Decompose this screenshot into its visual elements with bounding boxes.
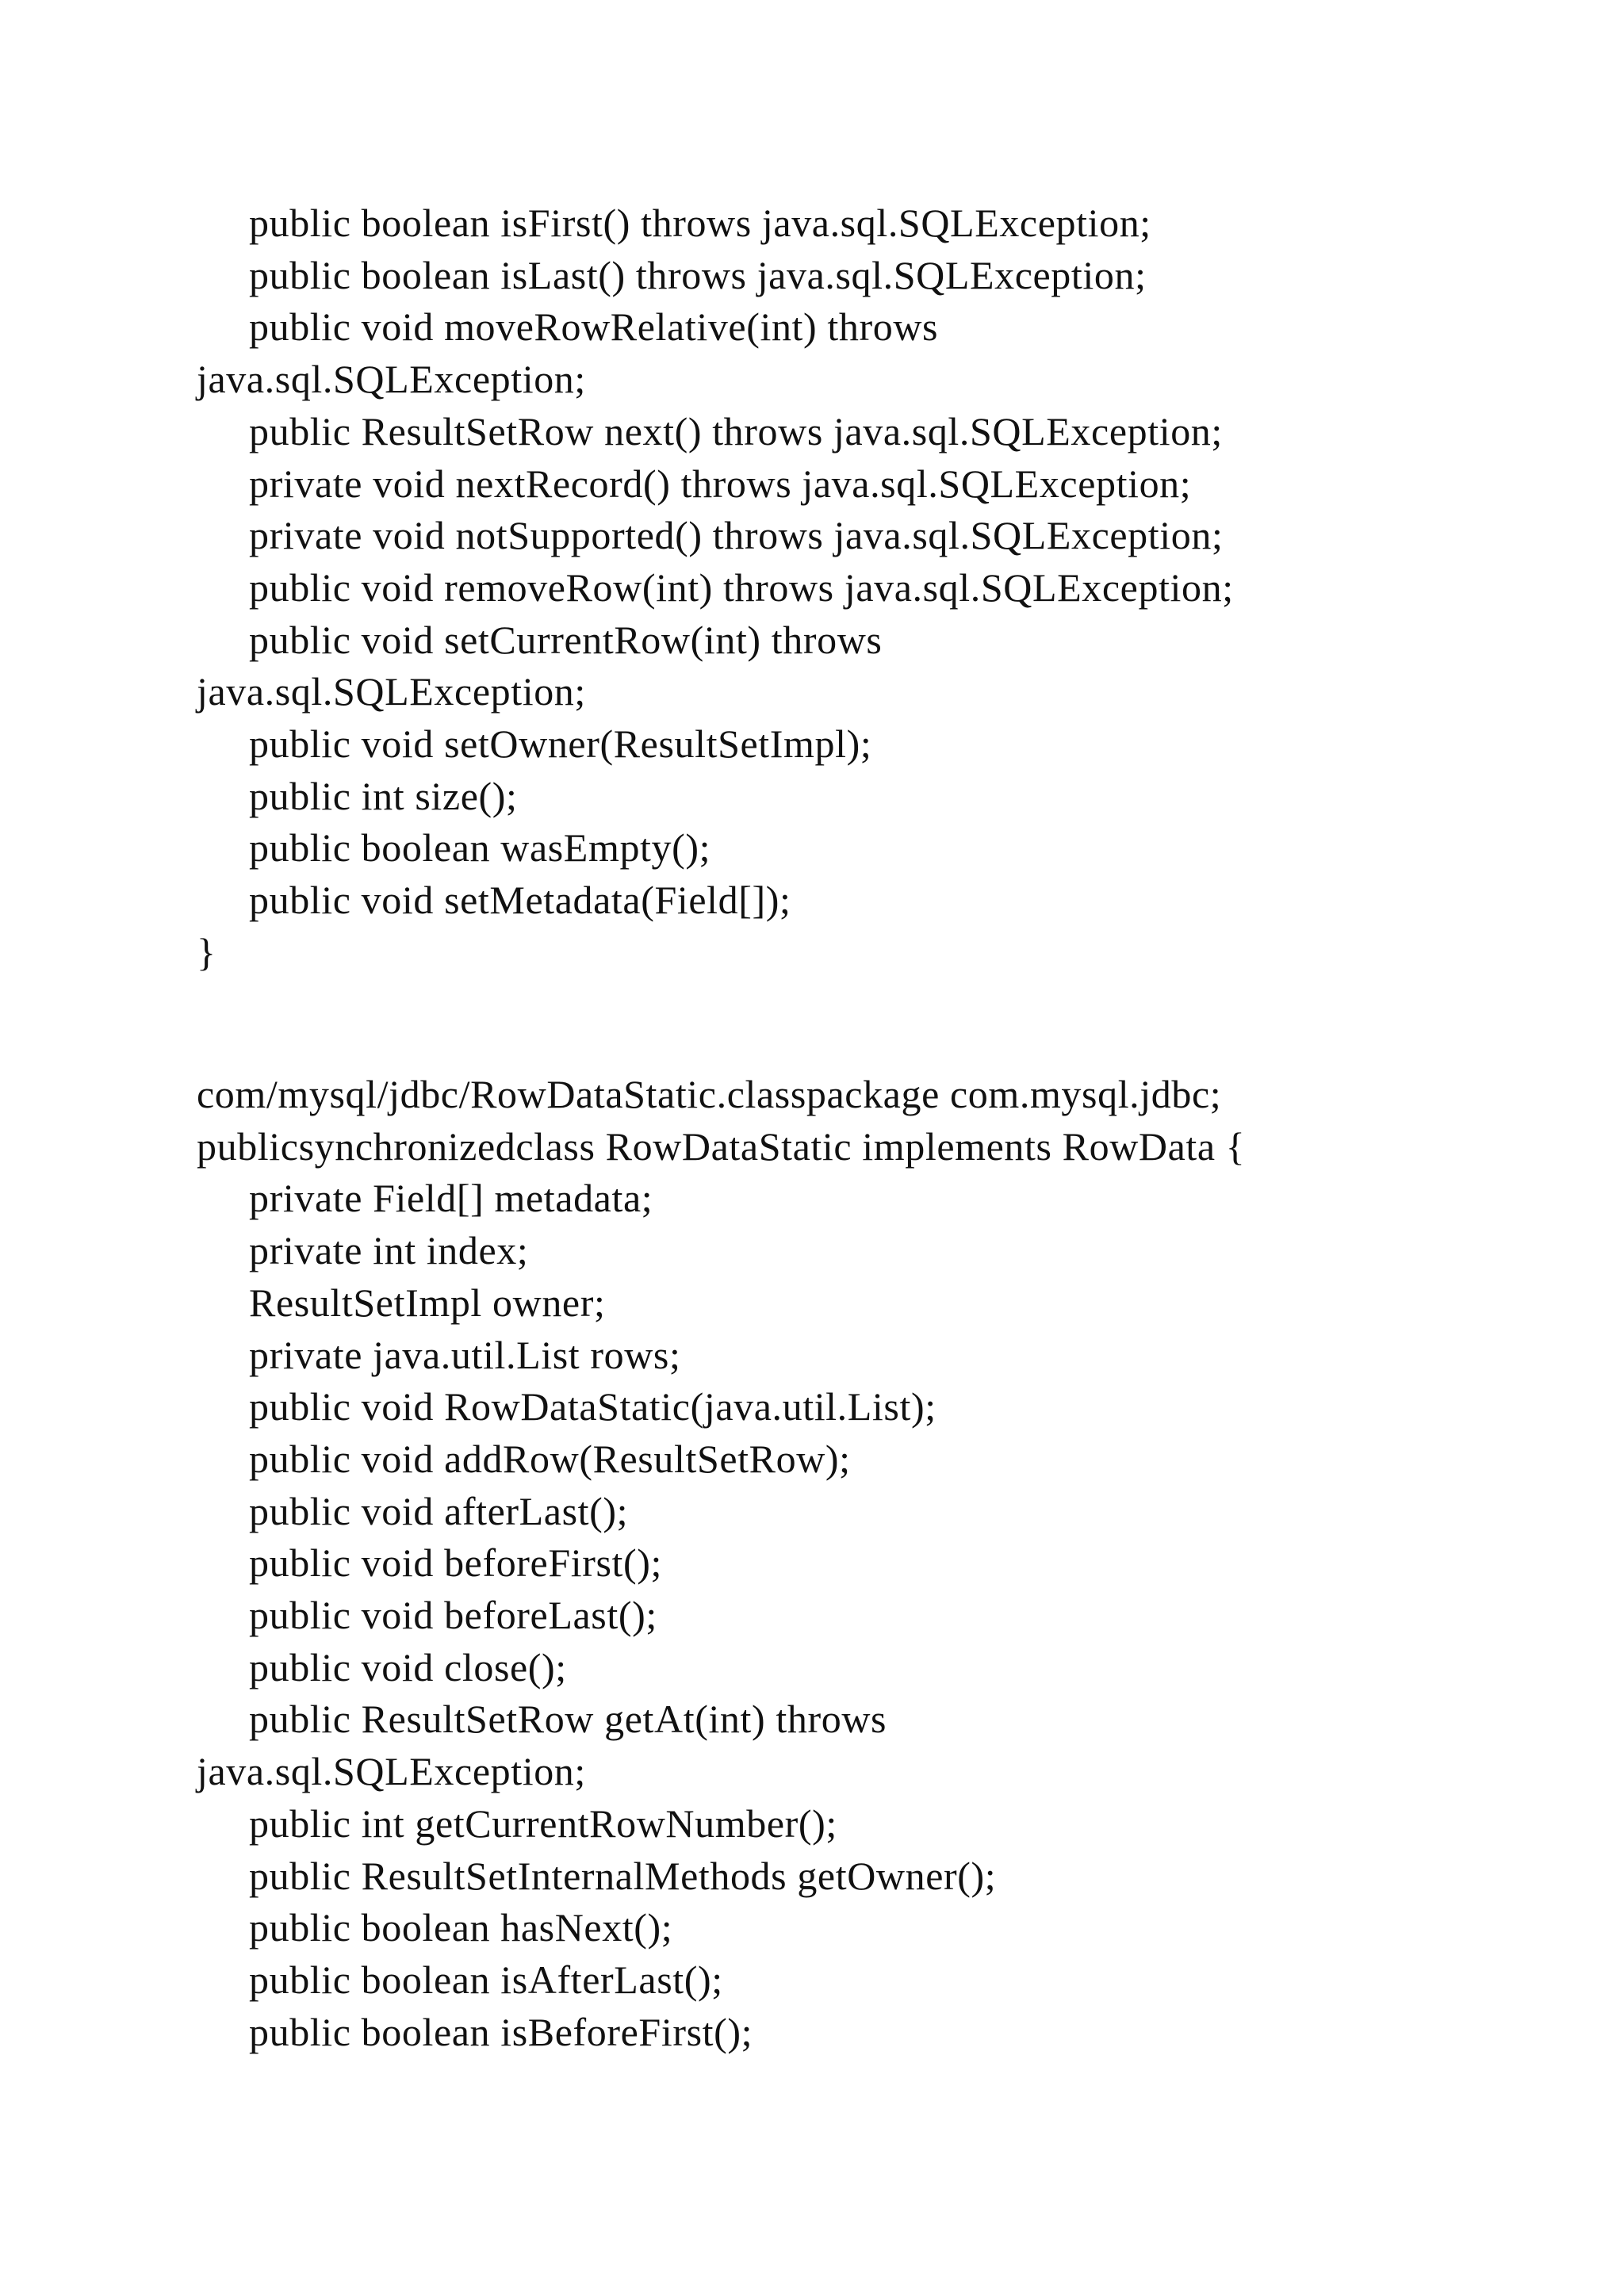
code-line: } — [197, 929, 216, 974]
code-line: private void notSupported() throws java.sql.SQLException; — [249, 513, 1224, 558]
code-line: public void afterLast(); — [249, 1488, 629, 1533]
code-line: public boolean wasEmpty(); — [249, 825, 711, 871]
code-line: public void close(); — [249, 1644, 567, 1689]
code-line: public boolean isAfterLast(); — [249, 1957, 723, 2002]
code-line: ResultSetImpl owner; — [249, 1280, 606, 1325]
code-line: public boolean isLast() throws java.sql.SQLException; — [249, 252, 1147, 297]
code-line: public int getCurrentRowNumber(); — [249, 1800, 837, 1846]
code-line: com/mysql/jdbc/RowDataStatic.classpackage com.mysql.jdbc; — [197, 1072, 1222, 1116]
code-line: public void addRow(ResultSetRow); — [249, 1436, 851, 1481]
code-line: java.sql.SQLException; — [197, 357, 586, 402]
code-line: public void beforeFirst(); — [249, 1540, 663, 1586]
code-line: private void nextRecord() throws java.sql.SQLException; — [249, 461, 1192, 506]
code-line: public boolean hasNext(); — [249, 1905, 673, 1950]
code-line: public int size(); — [249, 773, 518, 818]
code-line: java.sql.SQLException; — [197, 1749, 586, 1794]
code-line: private java.util.List rows; — [249, 1332, 681, 1377]
code-line: public void setCurrentRow(int) throws — [249, 617, 883, 662]
code-line: public ResultSetRow next() throws java.sql.SQLException; — [249, 408, 1223, 453]
code-line: public void beforeLast(); — [249, 1593, 657, 1637]
code-line: public boolean isBeforeFirst(); — [249, 2009, 753, 2054]
code-line: java.sql.SQLException; — [197, 669, 586, 714]
code-line: public boolean isFirst() throws java.sql.SQLException; — [249, 201, 1151, 245]
code-line: public void setMetadata(Field[]); — [249, 878, 791, 923]
code-line: publicsynchronizedclass RowDataStatic implements RowData { — [197, 1123, 1246, 1169]
code-line: public ResultSetRow getAt(int) throws — [249, 1697, 887, 1742]
code-line: public ResultSetInternalMethods getOwner(); — [249, 1853, 997, 1898]
code-line: public void RowDataStatic(java.util.List); — [249, 1384, 936, 1429]
code-line: public void removeRow(int) throws java.sql.SQLException; — [249, 564, 1234, 610]
code-line: private Field[] metadata; — [249, 1176, 653, 1221]
code-line: public void moveRowRelative(int) throws — [249, 304, 939, 350]
code-line: private int index; — [249, 1228, 529, 1273]
code-line: public void setOwner(ResultSetImpl); — [249, 721, 872, 766]
